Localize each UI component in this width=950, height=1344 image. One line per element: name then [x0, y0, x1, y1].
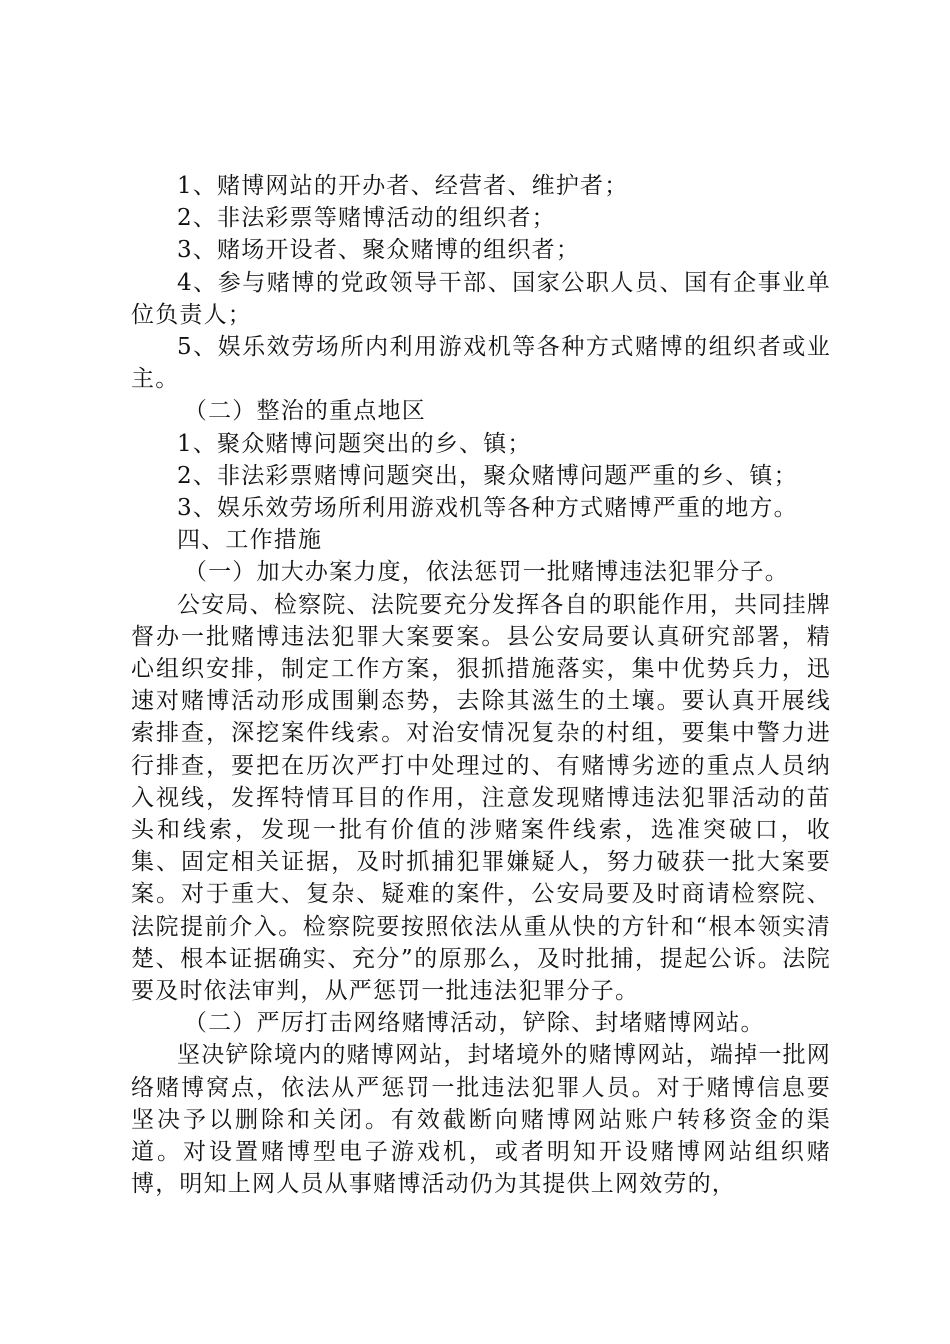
- list-item-area-illegal-lottery: 2、非法彩票赌博问题突出，聚众赌博问题严重的乡、镇；: [177, 462, 798, 489]
- list-item-casino-organizers: 3、赌场开设者、聚众赌博的组织者；: [177, 237, 581, 264]
- section-heading-key-areas: （二）整治的重点地区: [183, 398, 426, 425]
- paragraph-online-gambling: 坚决铲除境内的赌博网站，封堵境外的赌博网站，端掉一批网络赌博窝点，依法从严惩罚一批违法犯罪人员。对于赌博信息要坚决予以删除和关闭。有效截断向赌博网站账户转移资金的渠道。对设置赌博型电子游戏机，或者明知开设赌博网站组织赌博，明知上网人员从事赌博活动仍为其提供上网效劳的，: [131, 1042, 831, 1198]
- list-item-area-gathering-gambling: 1、聚众赌博问题突出的乡、镇；: [177, 430, 532, 457]
- list-item-gambling-website-operators: 1、赌博网站的开办者、经营者、维护者；: [177, 173, 629, 199]
- subheading-case-handling: （一）加大办案力度，依法惩罚一批赌博违法犯罪分子。: [183, 559, 789, 586]
- list-item-entertainment-venue-owners: 5、娱乐效劳场所内利用游戏机等各种方式赌博的组织者或业主。: [131, 334, 831, 393]
- subheading-online-gambling: （二）严厉打击网络赌博活动，铲除、封堵赌博网站。: [183, 1010, 765, 1037]
- paragraph-case-handling: 公安局、检察院、法院要充分发挥各自的职能作用，共同挂牌督办一批赌博违法犯罪大案要案。县公安局要认真研究部署，精心组织安排，制定工作方案，狠抓措施落实，集中优势兵力，迅速对赌博活动形成围剿态势，去除其滋生的土壤。要认真开展线索排查，深挖案件线索。对治安情况复杂的村组，要集中警力进行排查，要把在历次严打中处理过的、有赌博劣迹的重点人员纳入视线，发挥特情耳目的作用，注意发现赌博违法犯罪活动的苗头和线索，发现一批有价值的涉赌案件线索，选准突破口，收集、固定相关证据，及时抓捕犯罪嫌疑人，努力破获一批大案要案。对于重大、复杂、疑难的案件，公安局要及时商请检察院、法院提前介入。检察院要按照依法从重从快的方针和“根本领实清楚、根本证据确实、充分”的原那么，及时批捕，提起公诉。法院要及时依法审判，从严惩罚一批违法犯罪分子。: [131, 591, 831, 1005]
- list-item-area-game-machines: 3、娱乐效劳场所利用游戏机等各种方式赌博严重的地方。: [177, 495, 798, 522]
- list-item-officials-involved: 4、参与赌博的党政领导干部、国家公职人员、国有企事业单位负责人；: [131, 269, 831, 328]
- document-body: [131, 170, 831, 1201]
- section-heading-work-measures: 四、工作措施: [177, 527, 323, 554]
- list-item-illegal-lottery-organizers: 2、非法彩票等赌博活动的组织者；: [177, 205, 556, 232]
